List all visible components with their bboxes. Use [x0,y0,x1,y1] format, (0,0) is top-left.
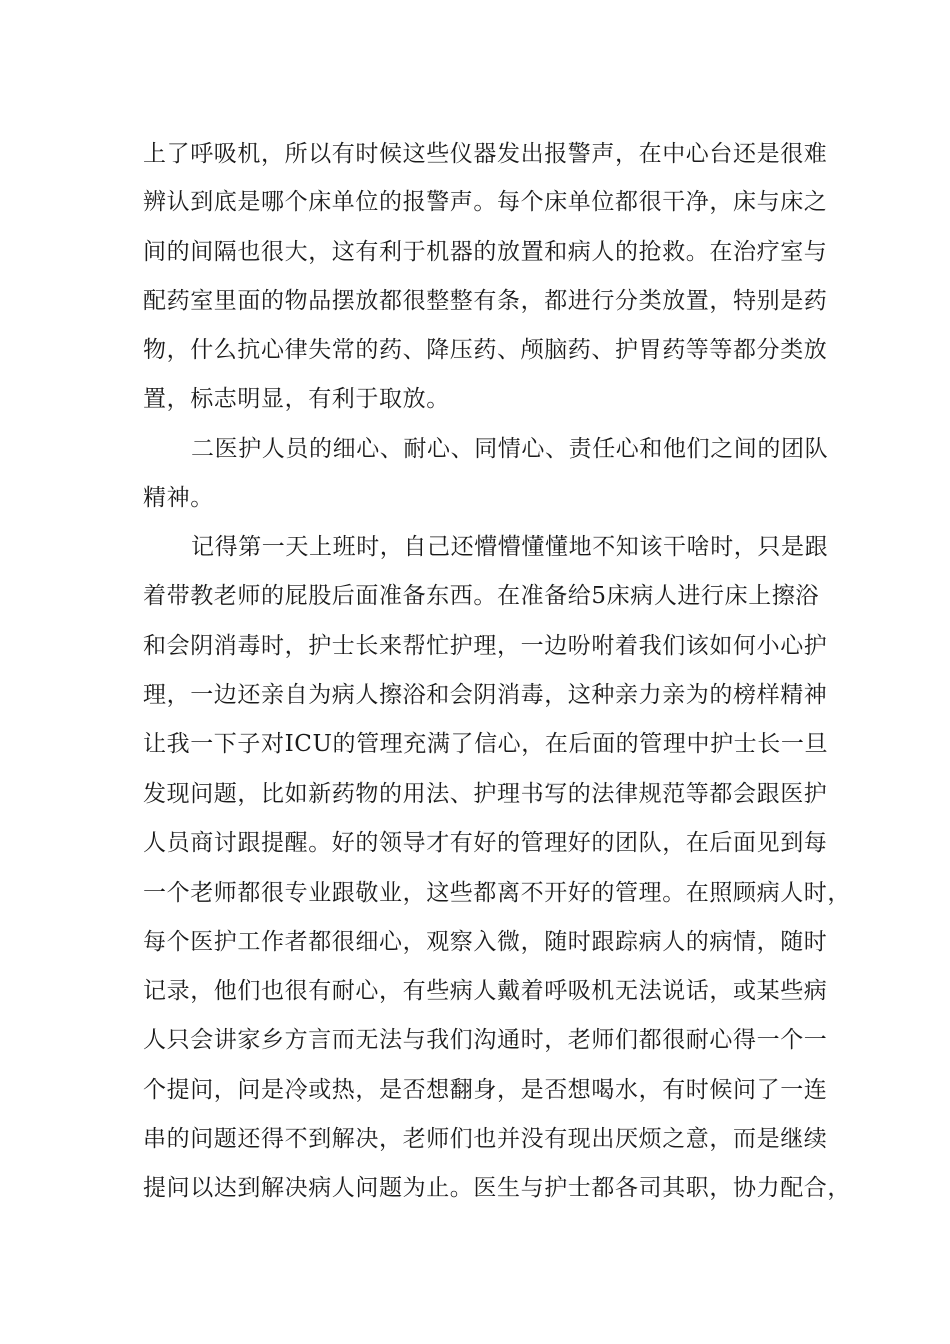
text-line: 配药室里面的物品摆放都很整整有条，都进行分类放置，特别是药 [143,288,828,314]
text-line: 提问以达到解决病人问题为止。医生与护士都各司其职，协力配合， [143,1175,851,1201]
paragraph-start-line: 记得第一天上班时，自己还懵懵懂懂地不知该干啥时，只是跟 [191,534,829,560]
section-heading: 二医护人员的细心、耐心、同情心、责任心和他们之间的团队 [191,436,829,462]
text-line: 每个医护工作者都很细心，观察入微，随时跟踪病人的病情，随时 [143,929,828,955]
text-line: 和会阴消毒时，护士长来帮忙护理，一边吩咐着我们该如何小心护 [143,633,828,659]
text-line: 上了呼吸机，所以有时候这些仪器发出报警声，在中心台还是很难 [143,141,828,167]
text-line: 人只会讲家乡方言而无法与我们沟通时，老师们都很耐心得一个一 [143,1027,828,1053]
section-heading-continuation: 精神。 [143,485,214,511]
text-line: 记录，他们也很有耐心，有些病人戴着呼吸机无法说话，或某些病 [143,978,828,1004]
text-line: 串的问题还得不到解决，老师们也并没有现出厌烦之意，而是继续 [143,1126,828,1152]
text-line: 辨认到底是哪个床单位的报警声。每个床单位都很干净，床与床之 [143,189,828,215]
text-line: 让我一下子对ICU的管理充满了信心，在后面的管理中护士长一旦 [143,731,829,757]
text-line: 理，一边还亲自为病人擦浴和会阴消毒，这种亲力亲为的榜样精神 [143,682,828,708]
text-line: 个提问，问是冷或热，是否想翻身，是否想喝水，有时候问了一连 [143,1077,828,1103]
text-line: 置，标志明显，有利于取放。 [143,386,450,412]
text-line: 间的间隔也很大，这有利于机器的放置和病人的抢救。在治疗室与 [143,239,828,265]
text-line: 人员商讨跟提醒。好的领导才有好的管理好的团队，在后面见到每 [143,830,828,856]
text-line: 物，什么抗心律失常的药、降压药、颅脑药、护胃药等等都分类放 [143,337,828,363]
text-line: 一个老师都很专业跟敬业，这些都离不开好的管理。在照顾病人时， [143,880,851,906]
text-line: 发现问题，比如新药物的用法、护理书写的法律规范等都会跟医护 [143,781,828,807]
text-line: 着带教老师的屁股后面准备东西。在准备给5床病人进行床上擦浴 [143,583,820,609]
